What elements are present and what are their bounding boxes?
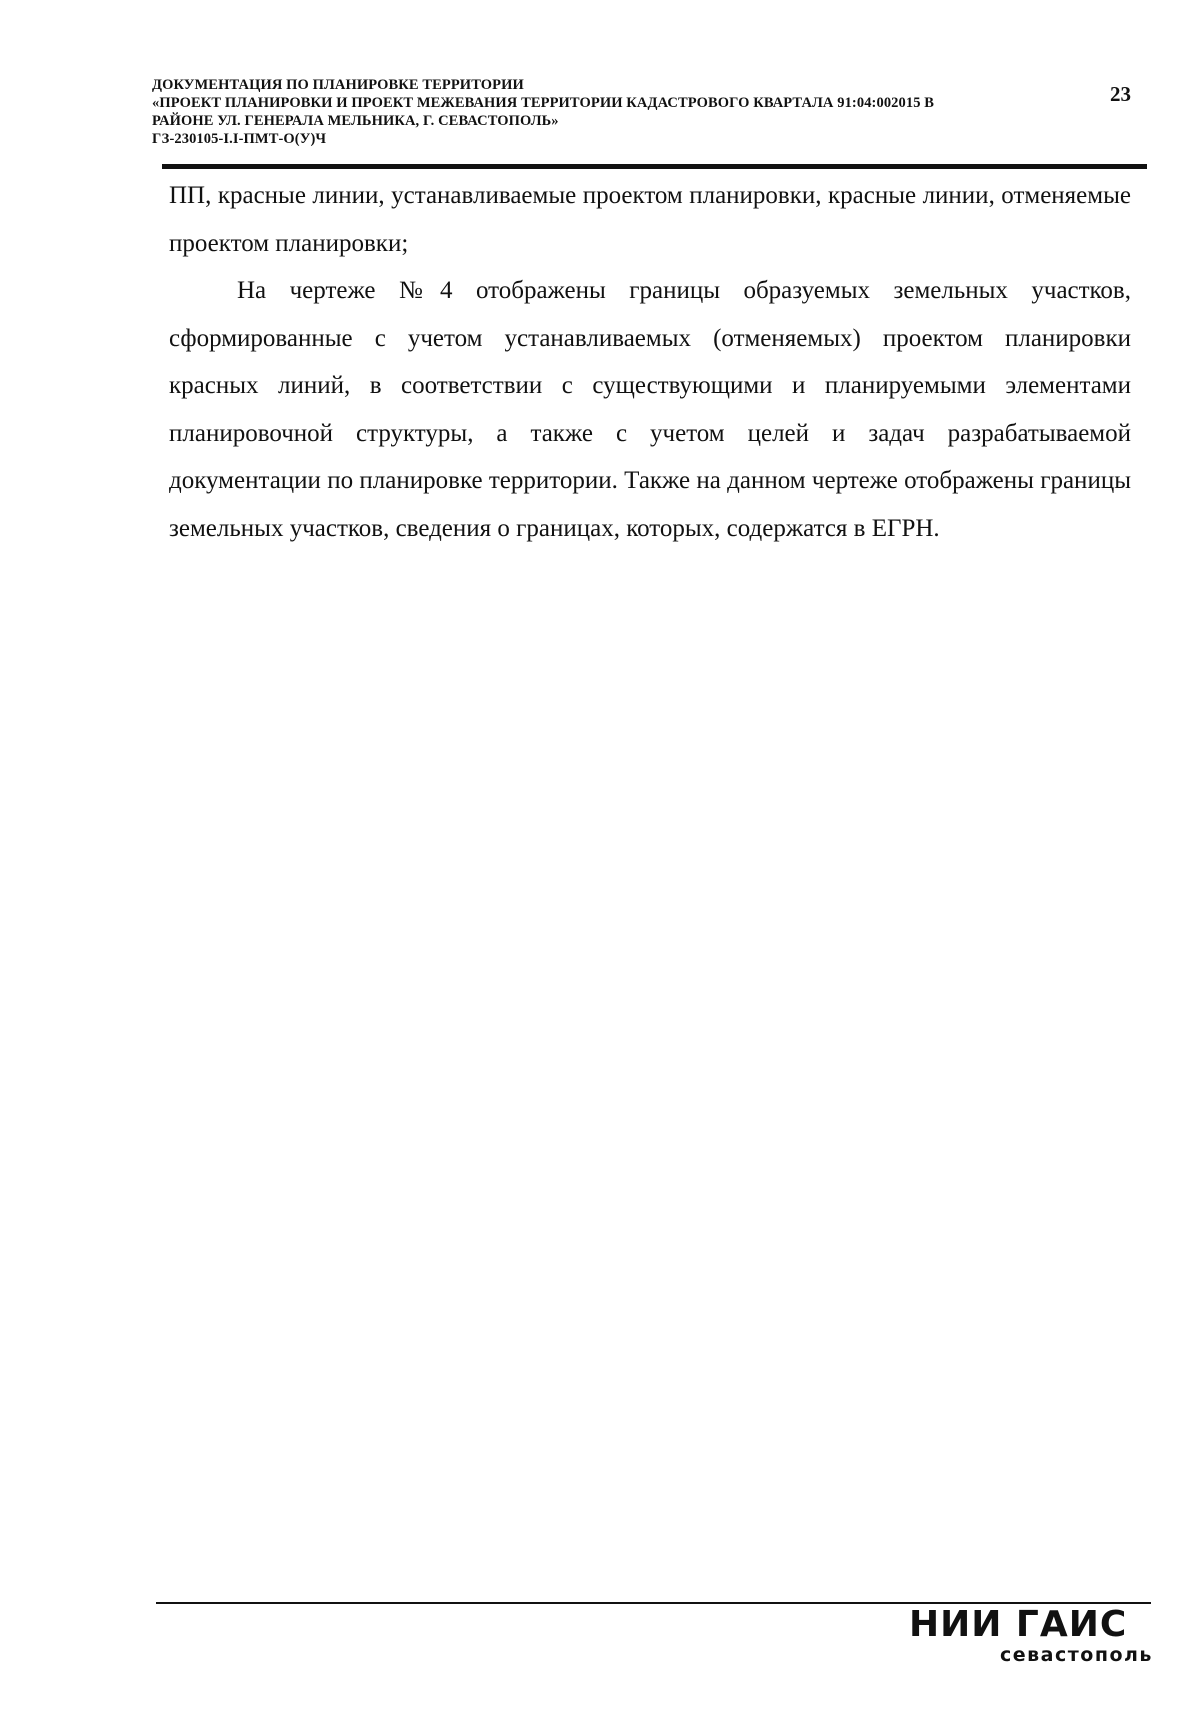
paragraph-drawing-4: На чертеже №4 отображены границы образуемых земельных участков, сформированные с учетом устанавливаемых (отменяемых) проектом планировки красных линий, в соответствии с существующими и планируемыми элементами планировочной структуры, а также с учетом целей и задач разрабатываемой документации по планировке территории. Также на данном чертеже отображены границы земельных участков, сведения о границах, которых, содержатся в ЕГРН.	[169, 277, 1131, 542]
header-code-line: ГЗ-230105-I.I-ПМТ-О(У)Ч	[152, 131, 327, 147]
paragraph-continued: ПП, красные линии, устанавливаемые проектом планировки, красные линии, отменяемые проектом планировки;	[169, 182, 1131, 257]
logo-subtitle: севастополь	[1000, 1644, 1153, 1666]
header-location-line: РАЙОНЕ УЛ. ГЕНЕРАЛА МЕЛЬНИКА, Г. СЕВАСТОПОЛЬ»	[152, 113, 559, 129]
header-divider	[162, 164, 1147, 169]
page-number: 23	[1110, 82, 1131, 106]
header-project-line: «ПРОЕКТ ПЛАНИРОВКИ И ПРОЕКТ МЕЖЕВАНИЯ ТЕРРИТОРИИ КАДАСТРОВОГО КВАРТАЛА 91:04:002015 В	[152, 95, 935, 111]
document-header	[152, 76, 1062, 148]
logo-title: НИИ ГАИС	[909, 1604, 1128, 1645]
company-logo	[905, 1604, 1155, 1674]
body-text	[169, 172, 1131, 552]
header-title-line: ДОКУМЕНТАЦИЯ ПО ПЛАНИРОВКЕ ТЕРРИТОРИИ	[152, 77, 524, 93]
